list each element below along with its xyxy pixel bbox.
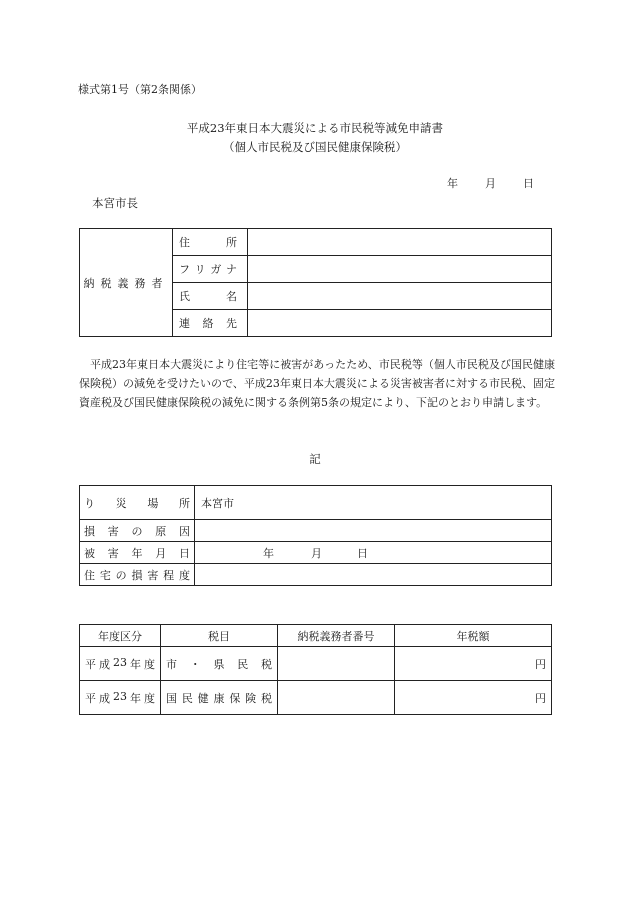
taxpayer-table bbox=[79, 228, 552, 337]
damage-cause-field[interactable] bbox=[195, 520, 552, 542]
address-field[interactable] bbox=[248, 229, 552, 256]
form-number: 様式第1号（第2条関係） bbox=[78, 83, 202, 96]
table-row bbox=[80, 647, 552, 681]
document-subtitle: （個人市民税及び国民健康保険税） bbox=[223, 140, 407, 154]
name-label: 氏 名 bbox=[173, 283, 248, 310]
disaster-place-label: り 災 場 所 bbox=[80, 486, 195, 520]
house-damage-label: 住 宅 の 損 害 程 度 bbox=[80, 564, 195, 586]
application-statement: 平成23年東日本大震災により住宅等に被害があったため、市民税等（個人市民税及び国民健康保険税）の減免を受けたいので、平成23年東日本大震災による災害被害者に対する市民税、固定資産税及び国民健康保険税の減免に関する条例第5条の規定により、下記のとおり申請します。 bbox=[79, 358, 555, 409]
date-day: 日 bbox=[523, 177, 534, 190]
disaster-table bbox=[79, 485, 552, 586]
disaster-place-field[interactable]: 本宮市 bbox=[195, 486, 552, 520]
date-year: 年 bbox=[447, 177, 458, 190]
contact-field[interactable] bbox=[248, 310, 552, 337]
col-header-year: 年度区分 bbox=[80, 625, 161, 647]
year-cell: 平 成 23 年 度 bbox=[80, 647, 161, 681]
damage-date-month: 月 bbox=[311, 546, 322, 560]
damage-date-year: 年 bbox=[263, 546, 274, 560]
damage-date-label: 被 害 年 月 日 bbox=[80, 542, 195, 564]
damage-date-field[interactable] bbox=[195, 542, 552, 564]
furigana-label: フ リ ガ ナ bbox=[173, 256, 248, 283]
contact-label: 連 絡 先 bbox=[173, 310, 248, 337]
number-field[interactable] bbox=[278, 647, 395, 681]
house-damage-field[interactable] bbox=[195, 564, 552, 586]
tax-cell: 市 ・ 県 民 税 bbox=[161, 647, 278, 681]
application-date bbox=[447, 175, 534, 191]
name-field[interactable] bbox=[248, 283, 552, 310]
addressee: 本宮市長 bbox=[92, 196, 138, 210]
tax-cell: 国 民 健 康 保 険 税 bbox=[161, 681, 278, 715]
damage-cause-label: 損 害 の 原 因 bbox=[80, 520, 195, 542]
col-header-amount: 年税額 bbox=[395, 625, 552, 647]
tax-table bbox=[79, 624, 552, 715]
col-header-tax: 税目 bbox=[161, 625, 278, 647]
document-title: 平成23年東日本大震災による市民税等減免申請書 bbox=[186, 121, 444, 135]
table-row bbox=[80, 681, 552, 715]
furigana-field[interactable] bbox=[248, 256, 552, 283]
address-label: 住 所 bbox=[173, 229, 248, 256]
amount-field[interactable]: 円 bbox=[395, 681, 552, 715]
damage-date-day: 日 bbox=[357, 546, 368, 560]
ki-heading: 記 bbox=[309, 452, 321, 466]
amount-field[interactable]: 円 bbox=[395, 647, 552, 681]
date-month: 月 bbox=[485, 177, 496, 190]
taxpayer-group-label: 納税義務者 bbox=[80, 229, 173, 337]
year-cell: 平 成 23 年 度 bbox=[80, 681, 161, 715]
number-field[interactable] bbox=[278, 681, 395, 715]
col-header-number: 納税義務者番号 bbox=[278, 625, 395, 647]
